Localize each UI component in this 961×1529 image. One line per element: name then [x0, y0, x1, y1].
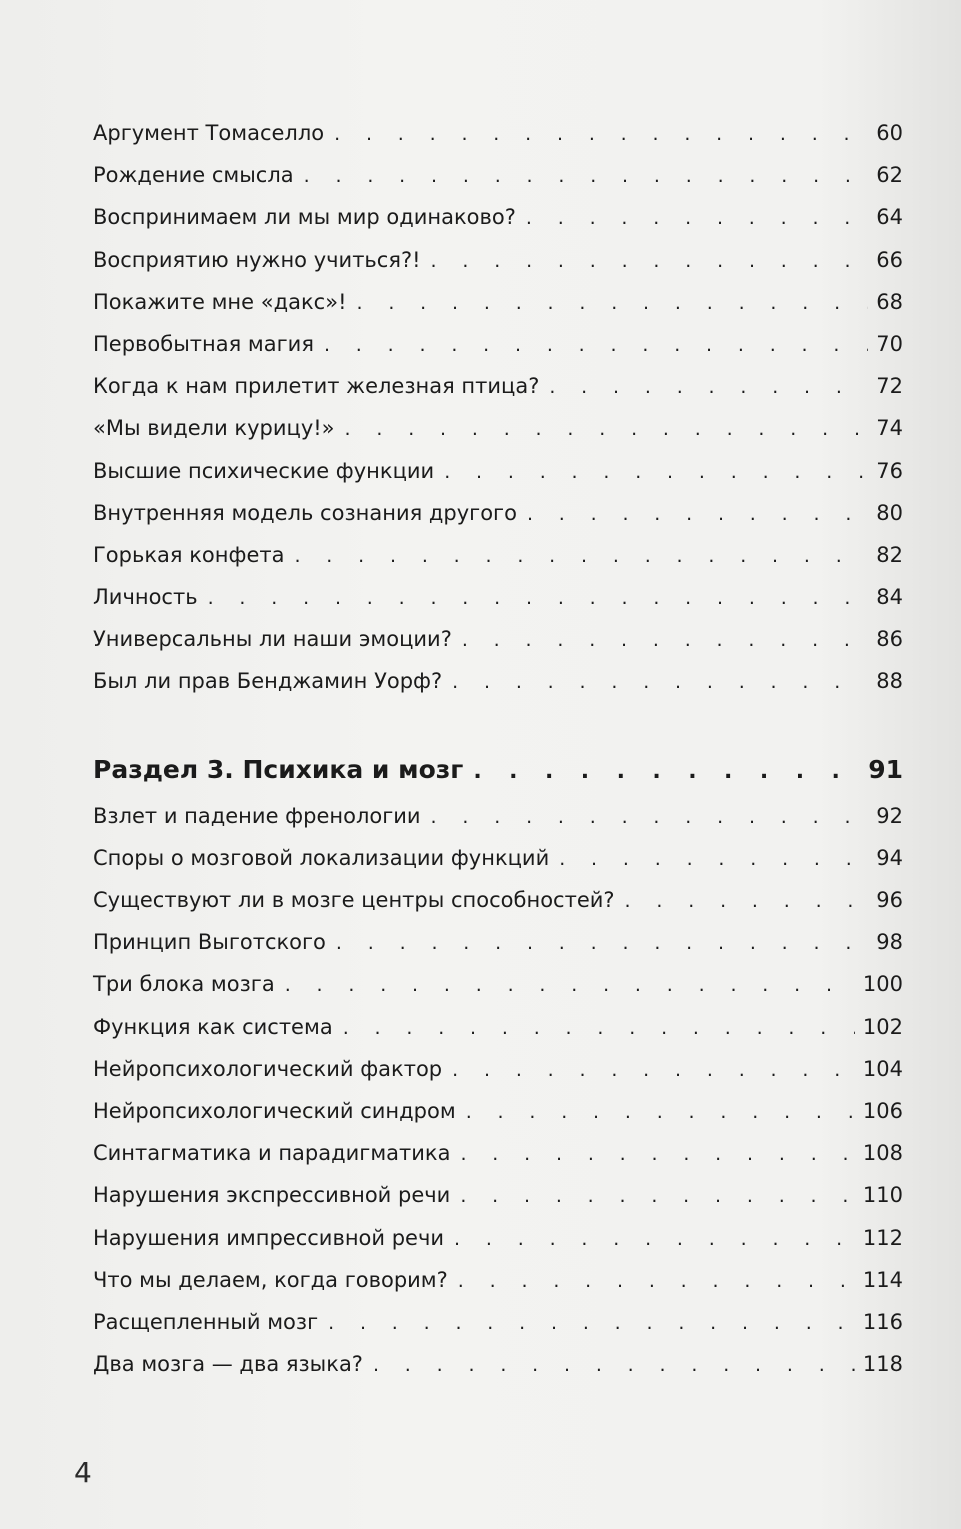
toc-entry-page-number: 108 — [862, 1141, 903, 1166]
table-of-contents — [93, 112, 903, 1385]
leader-dots — [460, 1175, 855, 1217]
leader-dots — [373, 1344, 855, 1386]
toc-entry-page-number: 82 — [876, 542, 903, 567]
leader-dots — [304, 155, 869, 197]
toc-entry-title: Принцип Выготского — [93, 930, 326, 955]
toc-entry-title: Когда к нам прилетит железная птица? — [93, 374, 540, 399]
toc-entry-title: Восприятию нужно учиться?! — [93, 247, 421, 272]
leader-dots — [527, 493, 868, 535]
leader-dots — [328, 1302, 855, 1344]
toc-entry-page-number: 118 — [862, 1352, 903, 1377]
toc-entry-page-number: 94 — [876, 845, 903, 870]
leader-dots — [334, 113, 868, 155]
toc-entry-title: Покажите мне «дакс»! — [93, 289, 347, 314]
toc-entry-title: Внутренняя модель сознания другого — [93, 500, 517, 525]
toc-entry — [93, 1174, 903, 1216]
toc-entry — [93, 154, 903, 196]
leader-dots — [431, 796, 869, 838]
toc-entry — [93, 281, 903, 323]
toc-entry — [93, 1301, 903, 1343]
leader-dots — [452, 661, 868, 703]
toc-entry — [93, 660, 903, 702]
toc-entry — [93, 576, 903, 618]
leader-dots — [460, 1133, 854, 1175]
leader-dots — [454, 1218, 855, 1260]
toc-entry-title: «Мы видели курицу!» — [93, 416, 335, 441]
toc-entry-page-number: 70 — [876, 331, 903, 356]
leader-dots — [466, 1091, 855, 1133]
toc-entry — [93, 1217, 903, 1259]
toc-entry-title: Два мозга — два языка? — [93, 1352, 363, 1377]
toc-entry — [93, 534, 903, 576]
toc-entry — [93, 837, 903, 879]
toc-entry-title: Существуют ли в мозге центры способностей? — [93, 888, 615, 912]
toc-entry-page-number: 64 — [876, 205, 903, 230]
leader-dots — [559, 838, 868, 880]
toc-entry-page-number: 72 — [876, 374, 903, 399]
toc-entry-title: Воспринимаем ли мы мир одинаково? — [93, 205, 516, 230]
toc-entry-page-number: 80 — [876, 500, 903, 525]
toc-entry — [93, 112, 903, 154]
toc-entry-page-number: 116 — [862, 1309, 903, 1334]
toc-entry-title: Нейропсихологический синдром — [93, 1098, 456, 1123]
toc-entry — [93, 879, 903, 921]
toc-entry — [93, 618, 903, 660]
toc-section-heading — [93, 745, 903, 795]
toc-entry-page-number: 110 — [862, 1183, 903, 1208]
toc-entry-title: Был ли прав Бенджамин Уорф? — [93, 669, 443, 694]
leader-dots — [294, 535, 868, 577]
toc-entry — [93, 323, 903, 365]
toc-entry-page-number: 76 — [876, 458, 903, 483]
toc-entry-page-number: 98 — [876, 930, 903, 955]
toc-entry — [93, 450, 903, 492]
leader-dots — [444, 451, 868, 493]
toc-entry-title: Высшие психические функции — [93, 458, 435, 483]
toc-entry-title: Горькая конфета — [93, 542, 285, 567]
toc-entry — [93, 407, 903, 449]
toc-entries-top — [93, 112, 903, 703]
toc-entry-page-number: 114 — [862, 1267, 903, 1292]
toc-entry-page-number: 102 — [862, 1014, 903, 1039]
toc-entry-page-number: 88 — [876, 669, 903, 694]
toc-entry-page-number: 112 — [862, 1225, 903, 1250]
leader-dots — [285, 964, 855, 1006]
leader-dots — [324, 324, 868, 366]
section-page-number: 91 — [868, 754, 903, 784]
toc-entry-page-number: 74 — [876, 416, 903, 441]
toc-entry — [93, 963, 903, 1005]
toc-entry — [93, 1259, 903, 1301]
toc-entry-title: Нарушения экспрессивной речи — [93, 1183, 451, 1208]
page-number: 4 — [74, 1456, 92, 1489]
toc-entry-page-number: 84 — [876, 585, 903, 610]
toc-entry-page-number: 68 — [876, 289, 903, 314]
toc-entries-bottom — [93, 795, 903, 1386]
toc-entry-page-number: 66 — [876, 247, 903, 272]
toc-entry-title: Расщепленный мозг — [93, 1309, 319, 1334]
toc-entry-page-number: 96 — [876, 888, 903, 912]
leader-dots — [336, 922, 868, 964]
leader-dots — [431, 240, 869, 282]
toc-entry-page-number: 62 — [876, 163, 903, 188]
toc-entry-title: Функция как система — [93, 1014, 333, 1039]
toc-entry — [93, 1343, 903, 1385]
toc-entry — [93, 196, 903, 238]
toc-entry — [93, 1048, 903, 1090]
toc-entry — [93, 795, 903, 837]
toc-entry-title: Споры о мозговой локализации функций — [93, 845, 550, 870]
section-spacer — [93, 703, 903, 745]
toc-entry-title: Нейропсихологический фактор — [93, 1056, 443, 1081]
toc-entry-title: Взлет и падение френологии — [93, 803, 421, 828]
toc-entry-title: Нарушения импрессивной речи — [93, 1225, 445, 1250]
leader-dots — [473, 747, 860, 797]
toc-entry — [93, 1006, 903, 1048]
toc-entry — [93, 492, 903, 534]
toc-entry-page-number: 60 — [876, 121, 903, 145]
leader-dots — [549, 366, 868, 408]
leader-dots — [526, 197, 868, 239]
leader-dots — [452, 1049, 855, 1091]
toc-entry-page-number: 86 — [876, 627, 903, 652]
toc-entry — [93, 1132, 903, 1174]
leader-dots — [345, 408, 869, 450]
toc-entry-title: Синтагматика и парадигматика — [93, 1141, 451, 1166]
toc-entry-title: Универсальны ли наши эмоции? — [93, 627, 452, 652]
leader-dots — [462, 619, 868, 661]
toc-entry-title: Аргумент Томаселло — [93, 121, 325, 145]
toc-entry — [93, 365, 903, 407]
leader-dots — [357, 282, 869, 324]
toc-entry-page-number: 100 — [862, 972, 903, 997]
section-title: Раздел 3. Психика и мозг — [93, 754, 464, 784]
toc-entry-title: Рождение смысла — [93, 163, 294, 188]
toc-entry-page-number: 92 — [876, 803, 903, 828]
toc-entry-page-number: 106 — [862, 1098, 903, 1123]
toc-entry-page-number: 104 — [862, 1056, 903, 1081]
toc-entry-title: Что мы делаем, когда говорим? — [93, 1267, 448, 1292]
leader-dots — [208, 577, 869, 619]
toc-entry — [93, 1090, 903, 1132]
toc-entry-title: Три блока мозга — [93, 972, 275, 997]
toc-entry — [93, 921, 903, 963]
toc-entry-title: Первобытная магия — [93, 331, 314, 356]
toc-entry — [93, 239, 903, 281]
toc-entry-title: Личность — [93, 585, 198, 610]
leader-dots — [458, 1260, 855, 1302]
leader-dots — [343, 1007, 855, 1049]
leader-dots — [625, 880, 869, 922]
